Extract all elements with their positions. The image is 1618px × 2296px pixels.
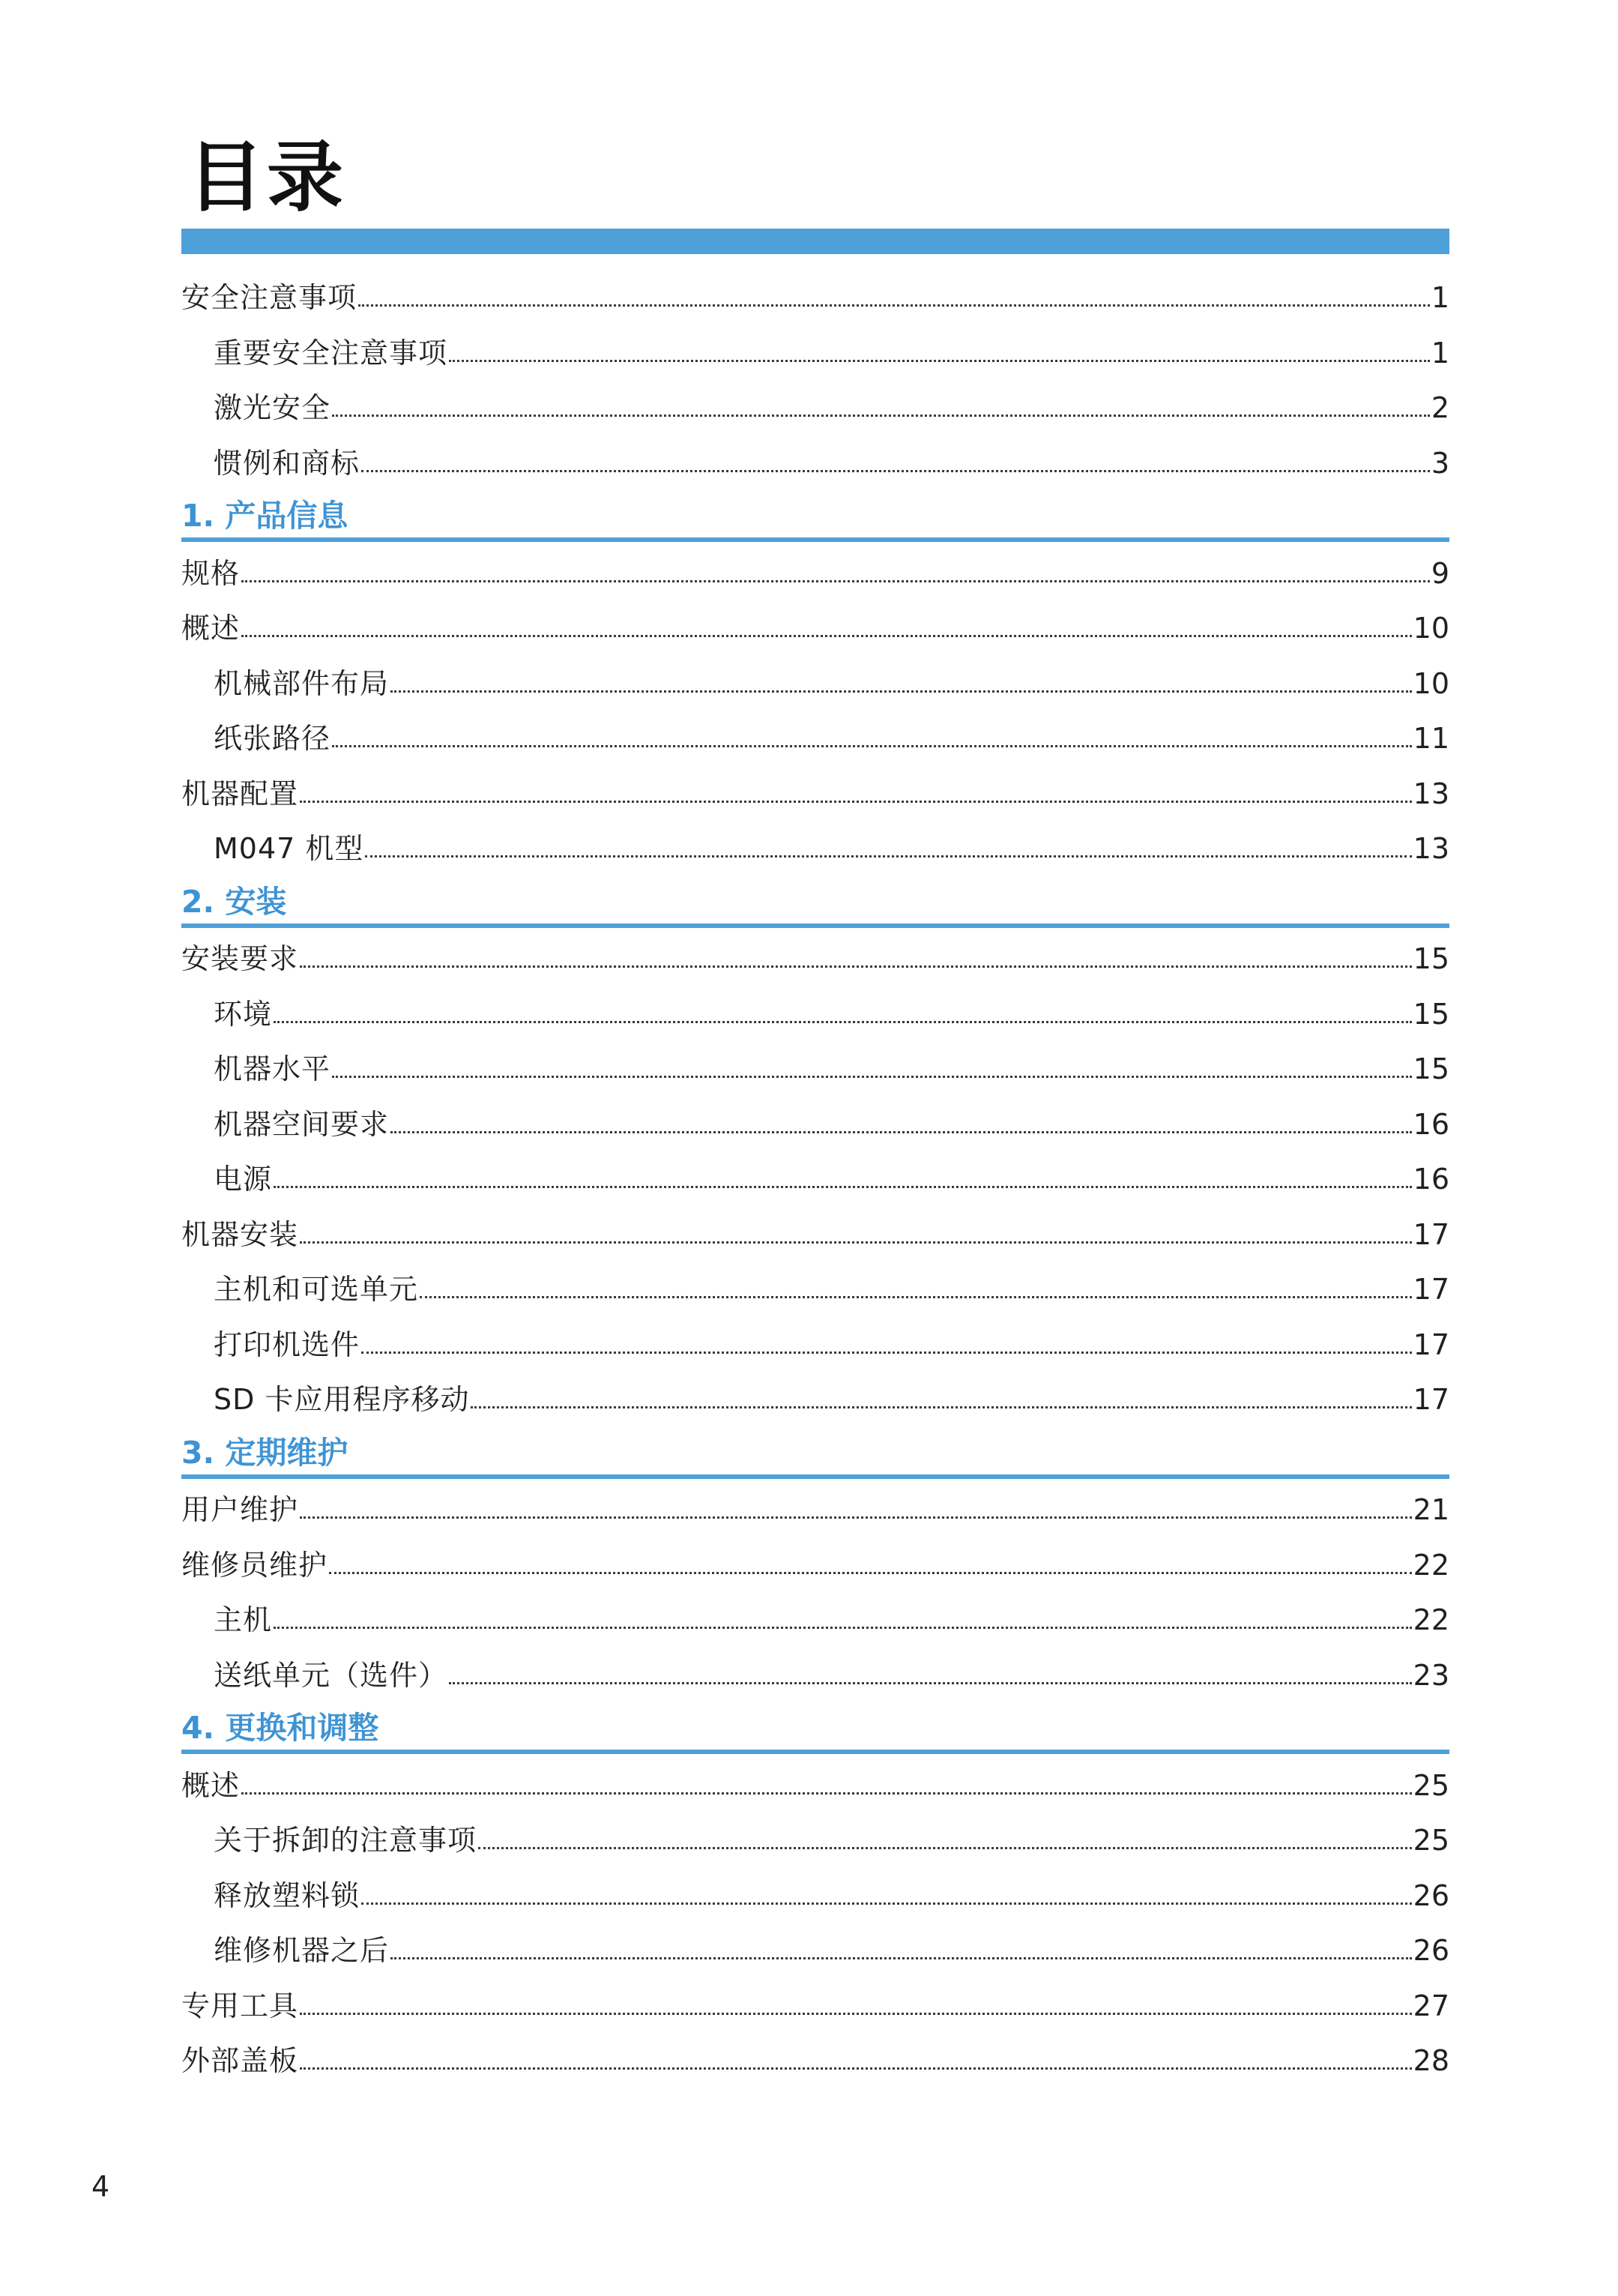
toc-entry-page: 16: [1413, 1107, 1449, 1141]
dot-leader: [365, 840, 1411, 858]
toc-entry-label: 概述: [181, 1768, 241, 1802]
toc-entry-label: 安装要求: [181, 942, 299, 975]
dot-leader: [274, 1006, 1412, 1023]
toc-entry-page: 25: [1413, 1824, 1449, 1857]
toc-entry-label: 纸张路径: [214, 722, 331, 755]
toc-entry-label: 电源: [214, 1163, 273, 1196]
toc-entry[interactable]: [181, 932, 1449, 987]
toc-entry-page: 15: [1413, 1052, 1449, 1085]
toc-entry[interactable]: [181, 271, 1449, 326]
toc-entry-label: 主机和可选单元: [214, 1273, 419, 1306]
dot-leader: [390, 1116, 1412, 1133]
toc-entry[interactable]: [181, 326, 1449, 382]
toc-entry-page: 21: [1413, 1493, 1449, 1526]
dot-leader: [332, 730, 1412, 747]
toc-entry-page: 25: [1413, 1768, 1449, 1802]
toc-entry-label: 维修员维护: [181, 1548, 328, 1582]
dot-leader: [449, 345, 1430, 362]
dot-leader: [361, 1337, 1412, 1354]
dot-leader: [390, 675, 1412, 693]
toc-entry[interactable]: [181, 711, 1449, 767]
page-number: 4: [91, 2170, 110, 2203]
toc-entry-page: 28: [1413, 2044, 1449, 2077]
toc-entry[interactable]: [181, 1373, 1449, 1428]
chapter-rule: [181, 923, 1449, 928]
chapter-title: 3. 定期维护: [181, 1434, 348, 1471]
toc-entry-label: M047 机型: [214, 832, 364, 865]
dot-leader: [361, 1887, 1412, 1905]
toc-entry-label: 机器水平: [214, 1052, 331, 1085]
toc-entry-page: 22: [1413, 1548, 1449, 1582]
dot-leader: [358, 289, 1430, 307]
toc-entry-label: 机械部件布局: [214, 666, 390, 700]
toc-entry-label: 专用工具: [181, 1989, 299, 2022]
toc-entry-label: 惯例和商标: [214, 446, 360, 480]
toc-entry-page: 15: [1413, 942, 1449, 975]
toc-entry[interactable]: [181, 601, 1449, 657]
chapter-rule: [181, 537, 1449, 542]
toc-chapter-heading[interactable]: [181, 491, 1449, 546]
toc-entry-page: 17: [1413, 1383, 1449, 1416]
toc-entry-label: 用户维护: [181, 1493, 299, 1526]
dot-leader: [300, 786, 1412, 803]
dot-leader: [300, 1226, 1412, 1244]
dot-leader: [332, 1061, 1412, 1078]
dot-leader: [241, 620, 1412, 637]
toc-entry[interactable]: [181, 1483, 1449, 1538]
toc-entry-page: 17: [1413, 1328, 1449, 1361]
dot-leader: [274, 1171, 1412, 1188]
toc-entry-page: 10: [1413, 666, 1449, 700]
toc-entry[interactable]: [181, 987, 1449, 1043]
page-title: 目录: [187, 133, 346, 223]
toc-entry-page: 17: [1413, 1273, 1449, 1306]
toc-entry[interactable]: [181, 1097, 1449, 1153]
toc-entry[interactable]: [181, 767, 1449, 822]
toc-entry[interactable]: [181, 1979, 1449, 2034]
toc-entry[interactable]: [181, 1318, 1449, 1373]
dot-leader: [361, 455, 1430, 472]
dot-leader: [300, 1501, 1412, 1519]
dot-leader: [241, 565, 1430, 582]
dot-leader: [300, 2052, 1412, 2070]
toc-entry[interactable]: [181, 546, 1449, 602]
toc-entry-page: 2: [1431, 391, 1449, 424]
toc-entry[interactable]: [181, 1593, 1449, 1648]
toc-entry-page: 27: [1413, 1989, 1449, 2022]
toc-entry-page: 17: [1413, 1217, 1449, 1251]
dot-leader: [478, 1832, 1412, 1849]
toc-entry-label: 激光安全: [214, 391, 331, 424]
toc-entry-page: 26: [1413, 1878, 1449, 1912]
toc-entry[interactable]: [181, 1152, 1449, 1208]
toc-entry[interactable]: [181, 657, 1449, 712]
toc-entry-label: 维修机器之后: [214, 1934, 390, 1967]
toc-entry-page: 26: [1413, 1934, 1449, 1967]
chapter-title: 2. 安装: [181, 883, 287, 920]
toc-entry-label: 关于拆卸的注意事项: [214, 1824, 477, 1857]
toc-entry-label: 机器配置: [181, 777, 299, 810]
toc-entry-page: 22: [1413, 1603, 1449, 1636]
title-rule: [181, 229, 1449, 254]
toc-entry[interactable]: [181, 1869, 1449, 1924]
toc-entry-page: 1: [1431, 281, 1449, 314]
toc-entry-page: 23: [1413, 1658, 1449, 1692]
toc-entry-label: 重要安全注意事项: [214, 336, 448, 370]
dot-leader: [332, 400, 1430, 417]
toc-entry-page: 13: [1413, 777, 1449, 810]
dot-leader: [300, 1998, 1412, 2015]
toc-entry[interactable]: [181, 1042, 1449, 1097]
toc-chapter-heading[interactable]: [181, 1703, 1449, 1759]
toc-entry-label: 概述: [181, 612, 241, 645]
dot-leader: [274, 1612, 1412, 1629]
dot-leader: [241, 1777, 1412, 1795]
toc-entry-label: SD 卡应用程序移动: [214, 1383, 470, 1416]
chapter-title: 1. 产品信息: [181, 498, 348, 534]
toc-chapter-heading[interactable]: [181, 877, 1449, 932]
toc-entry[interactable]: [181, 822, 1449, 877]
toc-entry[interactable]: [181, 1923, 1449, 1979]
toc-entry-page: 9: [1431, 556, 1449, 590]
toc-entry-label: 机器空间要求: [214, 1107, 390, 1141]
toc-entry[interactable]: [181, 1648, 1449, 1704]
toc-entry-label: 主机: [214, 1603, 273, 1636]
toc-entry-page: 10: [1413, 612, 1449, 645]
dot-leader: [390, 1942, 1412, 1959]
dot-leader: [471, 1391, 1411, 1408]
toc-entry-label: 环境: [214, 997, 273, 1031]
toc-entry[interactable]: [181, 1538, 1449, 1594]
toc-entry[interactable]: [181, 1813, 1449, 1869]
toc-entry-label: 打印机选件: [214, 1328, 360, 1361]
toc-entry-label: 规格: [181, 556, 241, 590]
chapter-rule: [181, 1750, 1449, 1754]
dot-leader: [329, 1557, 1412, 1574]
toc-entry[interactable]: [181, 1262, 1449, 1318]
toc-entry-page: 1: [1431, 336, 1449, 370]
toc-entry-page: 13: [1413, 832, 1449, 865]
dot-leader: [449, 1667, 1412, 1684]
toc-entry[interactable]: [181, 1759, 1449, 1814]
toc-entry[interactable]: [181, 1208, 1449, 1263]
toc-entry-page: 3: [1431, 446, 1449, 480]
toc-entry-label: 送纸单元（选件）: [214, 1658, 448, 1692]
toc-entry-page: 16: [1413, 1163, 1449, 1196]
table-of-contents: [181, 271, 1449, 2089]
chapter-rule: [181, 1474, 1449, 1479]
dot-leader: [420, 1281, 1412, 1298]
toc-entry[interactable]: [181, 436, 1449, 492]
chapter-title: 4. 更换和调整: [181, 1710, 379, 1746]
toc-entry-label: 安全注意事项: [181, 281, 357, 314]
toc-chapter-heading[interactable]: [181, 1428, 1449, 1483]
toc-entry-label: 释放塑料锁: [214, 1878, 360, 1912]
dot-leader: [300, 950, 1412, 968]
toc-entry-label: 外部盖板: [181, 2044, 299, 2077]
toc-entry[interactable]: [181, 2034, 1449, 2089]
toc-entry-page: 11: [1413, 722, 1449, 755]
toc-entry-label: 机器安装: [181, 1217, 299, 1251]
toc-entry[interactable]: [181, 381, 1449, 436]
toc-entry-page: 15: [1413, 997, 1449, 1031]
